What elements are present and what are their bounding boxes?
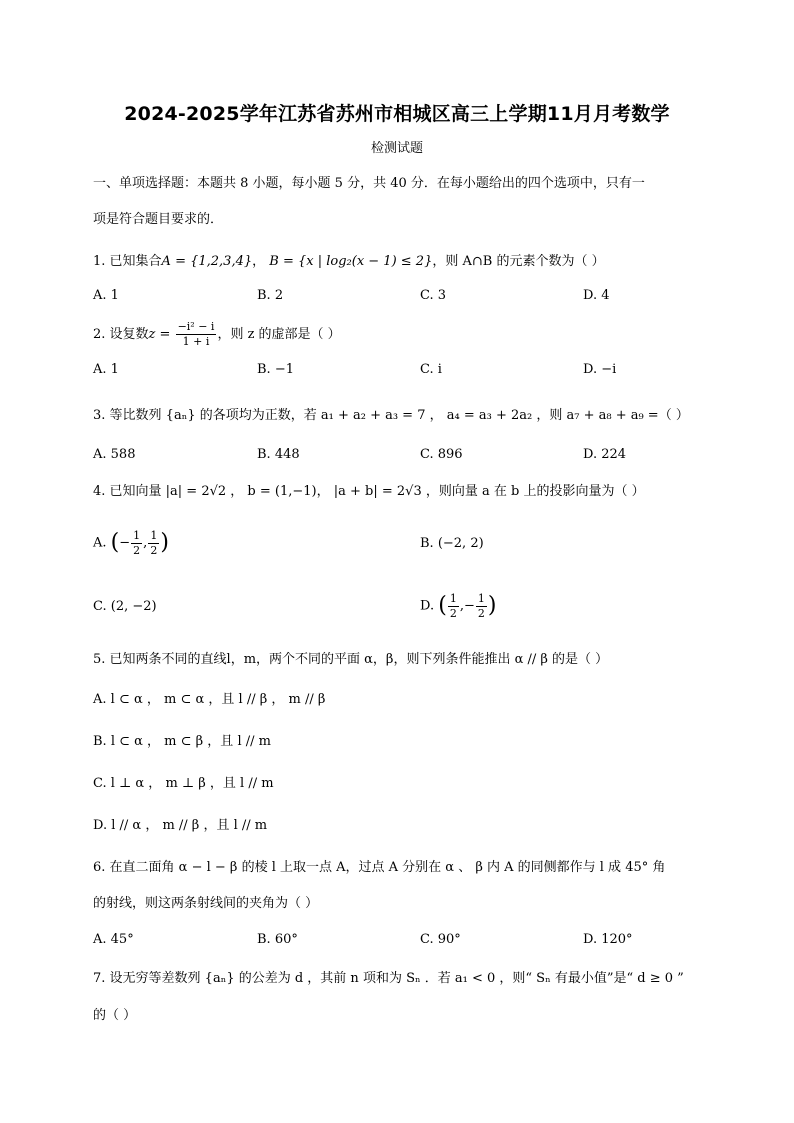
q3-option-c: C. 896: [420, 447, 463, 462]
question-1: 1. 已知集合A = {1,2,3,4}， B = {x | log₂(x − 1) ≤ 2}，则 A∩B 的元素个数为（ ）: [93, 254, 605, 269]
q1-option-d: D. 4: [583, 288, 610, 303]
q4-option-d-frac2: [476, 592, 487, 621]
section-heading-line2: 项是符合题目要求的．: [93, 212, 224, 227]
q5-option-c: C. l ⊥ α ， m ⊥ β ，且 l // m: [93, 776, 274, 791]
q4-option-d-close-paren: ): [487, 593, 497, 618]
q4-a-d2: 2: [150, 543, 158, 557]
q4-d-n1: 1: [449, 591, 457, 605]
q1-set-a: A = {1,2,3,4}: [161, 254, 253, 269]
q1-suffix: ，则 A∩B 的元素个数为（ ）: [432, 254, 605, 269]
q2-suffix: ，则 z 的虚部是（ ）: [217, 327, 341, 342]
q3-option-d: D. 224: [583, 447, 627, 462]
q4-d-d2: 2: [477, 606, 485, 620]
q4-option-a-close-paren: ): [160, 530, 169, 555]
q2-denominator: 1 + i: [182, 335, 210, 348]
q4-option-a-open-paren: (: [110, 530, 120, 555]
q4-option-a-label: A.: [93, 535, 107, 551]
q2-option-d: D. −i: [583, 362, 617, 377]
question-6-line1: 6. 在直二面角 α − l − β 的棱 l 上取一点 A，过点 A 分别在 α 、 β 内 A 的同侧都作与 l 成 45° 角: [93, 860, 666, 875]
question-7-line2: 的（ ）: [93, 1008, 137, 1023]
question-6-line2: 的射线，则这两条射线间的夹角为（ ）: [93, 896, 319, 911]
q4-option-a: A. (− $\frac{1}{2}$ , $\frac{1}{2}$ ): [93, 528, 169, 557]
q2-option-b: B. −1: [257, 362, 294, 377]
q2-option-c: C. i: [420, 362, 442, 377]
q4-option-a-frac1: [131, 529, 142, 558]
q6-option-d: D. 120°: [583, 932, 633, 947]
question-4: 4. 已知向量 |a| = 2√2 ， b = (1,−1)， |a + b| = 2√3 ，则向量 a 在 b 上的投影向量为（ ）: [93, 484, 645, 499]
q6-option-a: A. 45°: [93, 932, 134, 947]
page-subtitle: 检测试题: [370, 141, 423, 156]
q4-option-d-frac1: [448, 592, 459, 621]
q2-option-a: A. 1: [93, 362, 119, 377]
q1-option-a: A. 1: [93, 288, 119, 303]
q4-a-d1: 2: [133, 543, 141, 557]
q1-set-b: B = {x | log₂(x − 1) ≤ 2}: [269, 254, 433, 269]
q6-option-b: B. 60°: [257, 932, 298, 947]
q1-prefix: 1. 已知集合: [93, 254, 162, 269]
page-title: 2024-2025学年江苏省苏州市相城区高三上学期11月月考数学: [124, 103, 670, 125]
q2-numerator: −i² − i: [177, 320, 215, 333]
question-5: 5. 已知两条不同的直线l，m，两个不同的平面 α，β，则下列条件能推出 α // β 的是（ ）: [93, 652, 609, 667]
q5-option-a: A. l ⊂ α ， m ⊂ α ，且 l // β ， m // β: [93, 692, 326, 707]
q3-option-b: B. 448: [257, 447, 300, 462]
q2-fraction: [176, 320, 217, 349]
q2-prefix: 2. 设复数: [93, 327, 149, 342]
question-7-line1: 7. 设无穷等差数列 {aₙ} 的公差为 d ，其前 n 项和为 Sₙ ．若 a₁ < 0 ，则“ Sₙ 有最小值”是“ d ≥ 0 ”: [93, 971, 684, 986]
q4-option-d-open-paren: (: [438, 593, 447, 618]
q1-option-b: B. 2: [257, 288, 284, 303]
q4-d-d1: 2: [449, 606, 457, 620]
q5-option-b: B. l ⊂ α ， m ⊂ β ，且 l // m: [93, 734, 271, 749]
q3-option-a: A. 588: [93, 447, 136, 462]
q4-option-d-label: D.: [420, 598, 435, 614]
question-3: 3. 等比数列 {aₙ} 的各项均为正数，若 a₁ + a₂ + a₃ = 7 ， a₄ = a₃ + 2a₂ ，则 a₇ + a₈ + a₉ =（ ）: [93, 408, 689, 423]
question-2: [93, 320, 341, 350]
section-heading-line1: 一、单项选择题：本题共 8 小题，每小题 5 分，共 40 分．在每小题给出的四个选项中，只有一: [93, 176, 645, 191]
q5-option-d: D. l // α ， m // β ，且 l // m: [93, 818, 268, 833]
q2-z: z =: [148, 327, 171, 342]
q4-d-n2: 1: [477, 591, 485, 605]
q4-a-n1: 1: [133, 528, 141, 542]
q4-a-n2: 1: [150, 528, 158, 542]
q4-option-c: C. (2, −2): [93, 599, 157, 614]
q6-option-c: C. 90°: [420, 932, 461, 947]
q4-option-a-frac2: [148, 529, 159, 558]
q1-option-c: C. 3: [420, 288, 447, 303]
q4-option-d: D. ( $\frac{1}{2}$ ,− $\frac{1}{2}$ ): [420, 591, 497, 620]
q4-option-b: B. (−2, 2): [420, 536, 484, 551]
